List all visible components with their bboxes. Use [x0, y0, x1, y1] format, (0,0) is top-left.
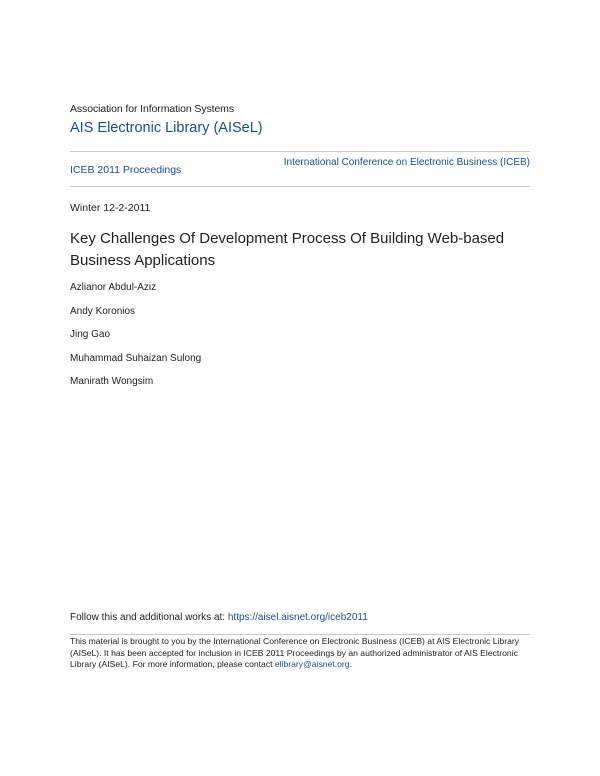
- proceedings-link[interactable]: ICEB 2011 Proceedings: [70, 164, 182, 176]
- follow-line: [70, 612, 368, 623]
- follow-text: Follow this and additional works at:: [70, 612, 228, 623]
- author-name: Azlianor Abdul-Aziz: [70, 282, 157, 293]
- contact-email-link[interactable]: elibrary@aisnet.org: [274, 659, 350, 669]
- author-name: Andy Koronios: [70, 305, 136, 317]
- top-divider: [70, 151, 530, 152]
- author-name: Manirath Wongsim: [70, 376, 154, 387]
- collection-url-link[interactable]: https://aisel.aisnet.org/iceb2011: [227, 612, 368, 623]
- library-home-link[interactable]: AIS Electronic Library (AISeL): [70, 120, 263, 136]
- paper-title: Key Challenges Of Development Process Of Building Web-based Business Applications: [70, 230, 505, 269]
- organization-name: Association for Information Systems: [70, 103, 234, 115]
- publication-date: Winter 12-2-2011: [70, 202, 151, 214]
- footer-note: [70, 636, 530, 671]
- footer-note-text: This material is brought to you by the International Conference on Electronic Business (ICEB) at AIS Electronic Library (AISeL). It has been accepted for inclusion in ICEB 2011 Proceedings by an authorized administrator of AIS Electronic Library (AISeL). For more information, please contact: [70, 636, 520, 669]
- footer-divider: [70, 634, 530, 635]
- author-list: [70, 282, 201, 400]
- author-name: Muhammad Suhaizan Sulong: [70, 352, 202, 364]
- footer-note-end: .: [349, 659, 352, 669]
- collection-divider: [70, 186, 530, 187]
- conference-link[interactable]: International Conference on Electronic Business (ICEB): [283, 157, 530, 168]
- author-name: Jing Gao: [70, 329, 111, 340]
